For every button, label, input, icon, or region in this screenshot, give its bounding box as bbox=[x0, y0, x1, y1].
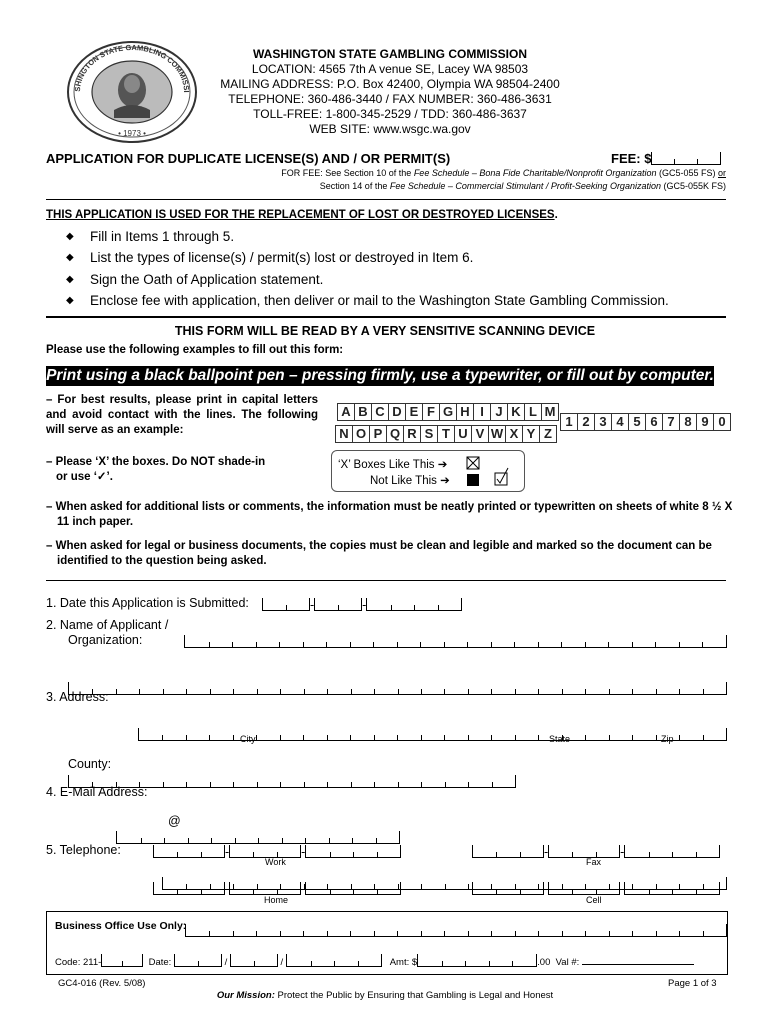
item2-label: 2. Name of Applicant / bbox=[46, 618, 169, 632]
organization-label: Organization: bbox=[68, 633, 143, 647]
example-char-box: J bbox=[491, 403, 508, 421]
example-char-box: K bbox=[508, 403, 525, 421]
example-char-box: W bbox=[489, 425, 506, 443]
agency-website: WEB SITE: www.wsgc.wa.gov bbox=[309, 122, 471, 136]
agency-mailing: MAILING ADDRESS: P.O. Box 42400, Olympia WA 98504-2400 bbox=[220, 77, 560, 91]
example-char-box: O bbox=[353, 425, 370, 443]
example-char-box: M bbox=[542, 403, 559, 421]
office-use-label: Business Office Use Only: bbox=[55, 920, 187, 932]
home-caption: Home bbox=[264, 895, 289, 905]
date-day-input[interactable] bbox=[314, 598, 362, 611]
line-number-input[interactable] bbox=[305, 845, 401, 858]
line-number-input[interactable] bbox=[624, 882, 720, 895]
example-char-box: G bbox=[440, 403, 457, 421]
digits-example bbox=[560, 413, 731, 431]
example-char-box: Y bbox=[523, 425, 540, 443]
area-code-input[interactable] bbox=[472, 882, 544, 895]
bullet-item: ◆ Fill in Items 1 through 5. bbox=[66, 229, 235, 244]
example-char-box: T bbox=[438, 425, 455, 443]
example-char-box: Z bbox=[540, 425, 557, 443]
letters-example-row2 bbox=[335, 425, 557, 443]
agency-location: LOCATION: 4565 7th A venue SE, Lacey WA 98503 bbox=[251, 62, 529, 76]
area-code-input[interactable] bbox=[472, 845, 544, 858]
county-label: County: bbox=[68, 757, 112, 771]
example-char-box: C bbox=[372, 403, 389, 421]
work-phone-field[interactable]: - - bbox=[153, 843, 401, 861]
legal-docs-tip: – When asked for legal or business documents, the copies must be clean and legible and marked so the document can be identified to the question being asked. bbox=[46, 540, 712, 567]
example-char-box: 1 bbox=[560, 413, 578, 431]
prefix-input[interactable] bbox=[548, 845, 620, 858]
example-char-box: 5 bbox=[629, 413, 646, 431]
sheets-tip: – When asked for additional lists or comments, the information must be neatly printed or typewritten on sheets of white 8 ½ X 11 inch paper. bbox=[46, 501, 733, 528]
office-amount-input[interactable] bbox=[417, 954, 537, 967]
example-char-box: 6 bbox=[646, 413, 663, 431]
email-at-label: @ bbox=[168, 814, 181, 828]
office-val-input[interactable] bbox=[582, 964, 694, 965]
divider bbox=[46, 316, 726, 318]
example-char-box: X bbox=[506, 425, 523, 443]
examples-intro: Please use the following examples to fill out this form: bbox=[46, 344, 344, 356]
example-char-box: I bbox=[474, 403, 491, 421]
not-like-label: Not Like This ➔ bbox=[370, 475, 450, 487]
example-char-box: 2 bbox=[578, 413, 595, 431]
form-id: GC4-016 (Rev. 5/08) bbox=[58, 978, 146, 989]
home-phone-field[interactable]: - - bbox=[153, 880, 401, 898]
example-char-box: A bbox=[337, 403, 355, 421]
office-month-input[interactable] bbox=[174, 954, 222, 967]
example-char-box: F bbox=[423, 403, 440, 421]
example-char-box: H bbox=[457, 403, 474, 421]
fee-reference-1: FOR FEE: See Section 10 of the Fee Schedule – Bona Fide Charitable/Nonprofit Organization (GC5-055 FS) or bbox=[281, 168, 726, 178]
address-input[interactable] bbox=[138, 728, 727, 741]
office-code-input[interactable] bbox=[101, 954, 143, 967]
purpose-heading: THIS APPLICATION IS USED FOR THE REPLACEMENT OF LOST OR DESTROYED LICENSES. bbox=[46, 209, 558, 221]
divider bbox=[46, 580, 726, 581]
agency-header bbox=[200, 47, 580, 137]
pen-instruction-banner: Print using a black ballpoint pen – pressing firmly, use a typewriter, or fill out by computer. bbox=[46, 367, 714, 384]
example-char-box: E bbox=[406, 403, 423, 421]
date-year-input[interactable] bbox=[366, 598, 462, 611]
office-day-input[interactable] bbox=[230, 954, 278, 967]
item1-label: 1. Date this Application is Submitted: bbox=[46, 596, 249, 610]
fax-caption: Fax bbox=[586, 857, 602, 867]
zip-caption: Zip bbox=[661, 734, 674, 744]
example-char-box: 8 bbox=[680, 413, 697, 431]
x-like-label: ‘X’ Boxes Like This ➔ bbox=[338, 459, 448, 471]
example-char-box: P bbox=[370, 425, 387, 443]
applicant-name-input[interactable] bbox=[184, 635, 727, 648]
mission-statement: Our Mission: Protect the Public by Ensuring that Gambling is Legal and Honest bbox=[216, 990, 554, 1001]
svg-text:• 1973 •: • 1973 • bbox=[118, 129, 146, 138]
agency-tollfree: TOLL-FREE: 1-800-345-2529 / TDD: 360-486-3637 bbox=[253, 107, 527, 121]
x-box-tip-line1: – Please ‘X’ the boxes. Do NOT shade-in bbox=[46, 456, 266, 468]
example-char-box: 7 bbox=[663, 413, 680, 431]
example-char-box: L bbox=[525, 403, 542, 421]
example-char-box: B bbox=[355, 403, 372, 421]
page-number: Page 1 of 3 bbox=[668, 978, 717, 989]
submission-date-field[interactable]: - - bbox=[262, 596, 462, 614]
x-box-icon bbox=[466, 456, 480, 470]
divider bbox=[46, 199, 726, 200]
bullet-item: ◆ Enclose fee with application, then deliver or mail to the Washington State Gambling Commission. bbox=[66, 293, 669, 308]
item4-label: 4. E-Mail Address: bbox=[46, 785, 148, 799]
fee-input[interactable] bbox=[651, 152, 721, 165]
office-use-row: Code: 211- Date: / / Amt: $ .00 Val #: bbox=[55, 954, 694, 968]
example-char-box: V bbox=[472, 425, 489, 443]
bullet-item: ◆ List the types of license(s) / permit(s) lost or destroyed in Item 6. bbox=[66, 250, 474, 265]
x-box-tip-line2: or use ‘✓’. bbox=[56, 471, 113, 483]
scanning-heading: THIS FORM WILL BE READ BY A VERY SENSITIVE SCANNING DEVICE bbox=[174, 324, 596, 338]
example-char-box: U bbox=[455, 425, 472, 443]
line-number-input[interactable] bbox=[305, 882, 401, 895]
office-year-input[interactable] bbox=[286, 954, 382, 967]
item3-label: 3. Address: bbox=[46, 690, 109, 704]
fax-phone-field[interactable]: - - bbox=[472, 843, 720, 861]
cell-phone-field[interactable]: - - bbox=[472, 880, 720, 898]
prefix-input[interactable] bbox=[548, 882, 620, 895]
example-char-box: 9 bbox=[697, 413, 714, 431]
line-number-input[interactable] bbox=[624, 845, 720, 858]
form-title: APPLICATION FOR DUPLICATE LICENSE(S) AND / OR PERMIT(S) bbox=[46, 151, 451, 166]
example-char-box: 0 bbox=[714, 413, 731, 431]
commission-seal bbox=[66, 40, 198, 144]
agency-name: WASHINGTON STATE GAMBLING COMMISSION bbox=[253, 47, 527, 61]
letters-example-row1 bbox=[337, 403, 559, 421]
svg-text:WASHINGTON STATE GAMBLING COMM: SHINGTON STATE GAMBLING COMMISSI bbox=[72, 42, 192, 93]
example-char-box: R bbox=[404, 425, 421, 443]
area-code-input[interactable] bbox=[153, 845, 225, 858]
fee-reference-2: Section 14 of the Fee Schedule – Commercial Stimulant / Profit-Seeking Organization (GC5-055K FS) bbox=[319, 181, 726, 191]
prefix-input[interactable] bbox=[229, 882, 301, 895]
fee-label: FEE: $ bbox=[611, 151, 652, 166]
example-char-box: Q bbox=[387, 425, 404, 443]
bullet-item: ◆ Sign the Oath of Application statement. bbox=[66, 272, 324, 287]
example-char-box: 3 bbox=[595, 413, 612, 431]
cell-caption: Cell bbox=[586, 895, 602, 905]
x-box-example bbox=[331, 450, 525, 492]
shaded-box-icon bbox=[466, 473, 480, 487]
example-char-box: D bbox=[389, 403, 406, 421]
item5-label: 5. Telephone: bbox=[46, 843, 121, 857]
check-box-icon bbox=[492, 467, 510, 487]
state-caption: State bbox=[549, 734, 571, 744]
applicant-name-input-line2[interactable] bbox=[68, 682, 727, 695]
office-use-box bbox=[46, 911, 728, 975]
area-code-input[interactable] bbox=[153, 882, 225, 895]
example-char-box: N bbox=[335, 425, 353, 443]
agency-telephone: TELEPHONE: 360-486-3440 / FAX NUMBER: 360-486-3631 bbox=[228, 92, 552, 106]
fee-field[interactable] bbox=[611, 151, 721, 166]
city-caption: City bbox=[240, 734, 256, 744]
example-char-box: S bbox=[421, 425, 438, 443]
example-char-box: 4 bbox=[612, 413, 629, 431]
capitals-tip: – For best results, please print in capital letters and avoid contact with the lines. The following will serve as an example: bbox=[46, 394, 318, 436]
work-caption: Work bbox=[265, 857, 286, 867]
date-month-input[interactable] bbox=[262, 598, 310, 611]
